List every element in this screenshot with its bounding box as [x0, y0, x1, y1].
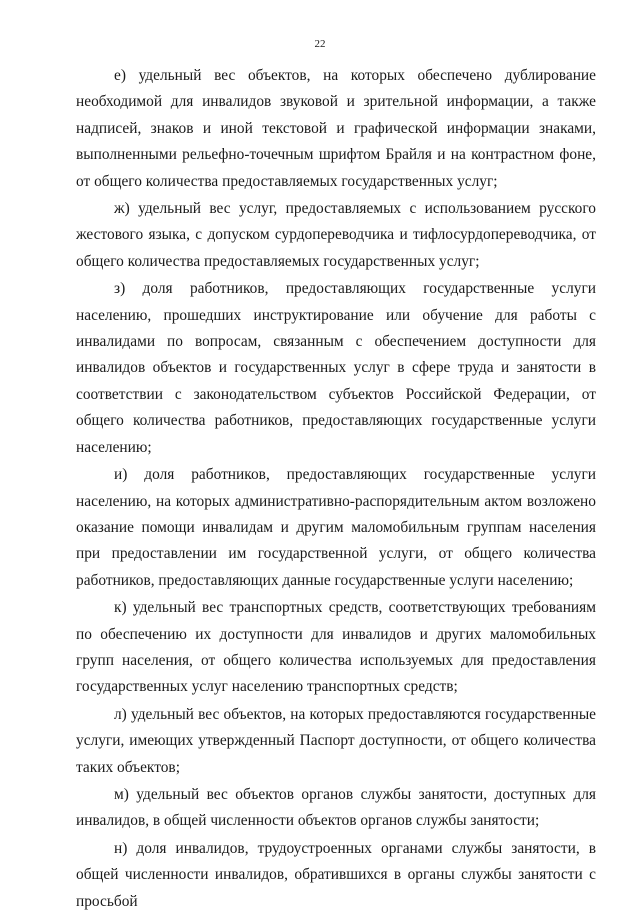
page-number: 22 [314, 38, 326, 50]
paragraph-e: е) удельный вес объектов, на которых обеспечено дублирование необходимой для инвалидов звуковой и зрительной информации, а также надписей, знаков и иной текстовой и графической информации знаками, выполненными рельефно-точечным шрифтом Брайля и на контрастном фоне, от общего количества предоставляемых государственных услуг; [76, 67, 596, 190]
paragraph-k: к) удельный вес транспортных средств, соответствующих требованиям по обеспечению их доступности для инвалидов и других маломобильных групп населения, от общего количества используемых для предоставления государственных услуг населению транспортных средств; [76, 599, 596, 696]
paragraph-z: з) доля работников, предоставляющих государственные услуги населению, прошедших инструктирование или обучение для работы с инвалидами по вопросам, связанным с обеспечением доступности для инвалидов объектов и государственных услуг в сфере труда и занятости в соответствии с законодательством субъектов Российской Федерации, от общего количества работников, предоставляющих государственные услуги населению; [76, 280, 596, 456]
paragraph-zh: ж) удельный вес услуг, предоставляемых с использованием русского жестового языка, с допуском сурдопереводчика и тифлосурдопереводчика, от общего количества предоставляемых государственных услуг; [76, 200, 596, 270]
paragraph-l: л) удельный вес объектов, на которых предоставляются государственные услуги, имеющих утвержденный Паспорт доступности, от общего количества таких объектов; [76, 705, 596, 776]
paragraph-i: и) доля работников, предоставляющих государственные услуги населению, на которых административно-распорядительным актом возложено оказание помощи инвалидам и другим маломобильным группам населения при предоставлении им государственной услуги, от общего количества работников, предоставляющих данные государственные услуги населению; [76, 466, 596, 589]
paragraph-m: м) удельный вес объектов органов службы занятости, доступных для инвалидов, в общей численности объектов органов службы занятости; [76, 785, 596, 830]
paragraph-n: н) доля инвалидов, трудоустроенных органами службы занятости, в общей численности инвалидов, обратившихся в органы службы занятости с просьбой [76, 839, 596, 910]
document-body [76, 63, 596, 916]
